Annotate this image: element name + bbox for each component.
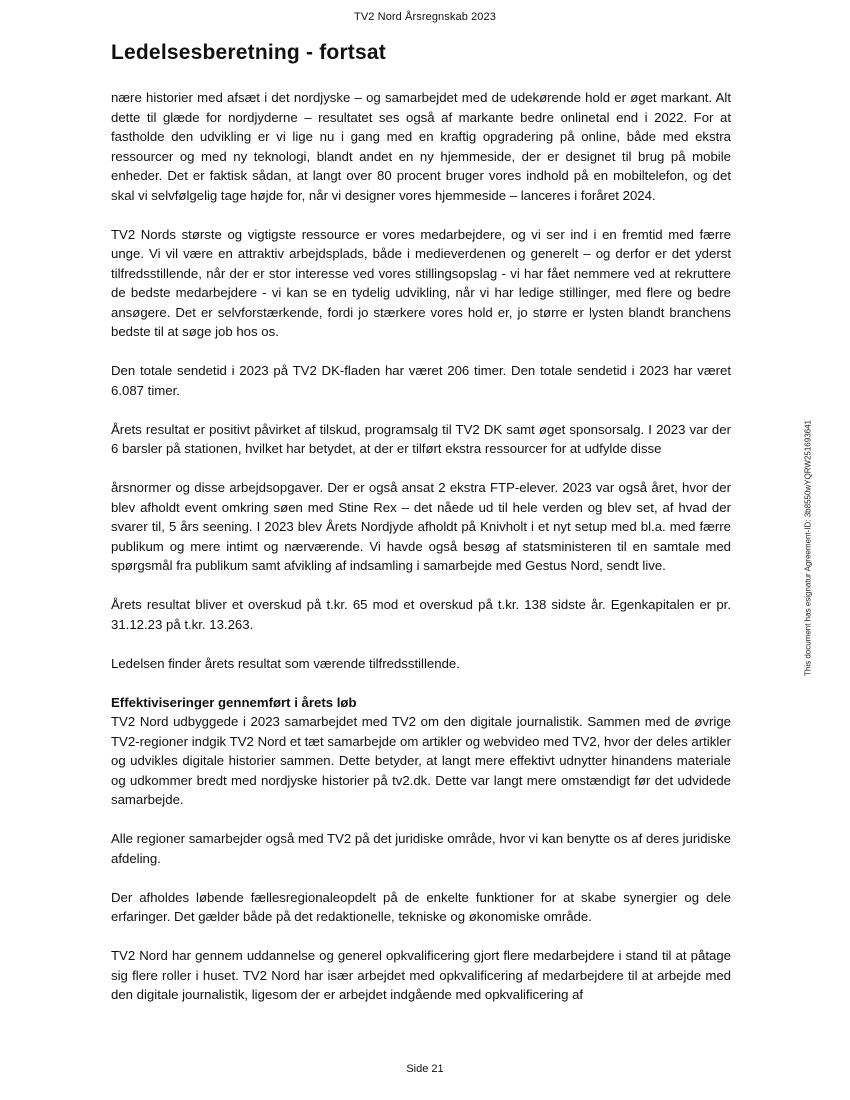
running-header: TV2 Nord Årsregnskab 2023 <box>354 11 496 23</box>
body-paragraph: Årets resultat bliver et overskud på t.kr. 65 mod et overskud på t.kr. 138 sidste år. Egenkapitalen er pr. 31.12.23 på t.kr. 13.263. <box>111 597 731 632</box>
section-paragraph: Der afholdes løbende fællesregionaleopdelt på de enkelte funktioner for at skabe synergier og dele erfaringer. Det gælder både på det redaktionelle, tekniske og økonomiske område. <box>111 889 731 924</box>
section-heading: Effektiviseringer gennemført i årets løb <box>111 694 357 710</box>
section-paragraph: TV2 Nord udbyggede i 2023 samarbejdet med TV2 om den digitale journalistik. Sammen med de øvrige TV2-regioner indgik TV2 Nord et tæt samarbejde om artikler og webvideo med TV2, hvor der deles artikler og udvikles digitale historier sammen. Dette betyder, at langt mere effektivt udnytter hinandens materiale og udkommer bredt med nordjyske historier på tv2.dk. Dette var langt mere omstændigt før det udvidede samarbejde. <box>111 714 731 807</box>
document-body <box>111 88 731 1005</box>
page-title: Ledelsesberetning - fortsat <box>111 41 386 64</box>
section-paragraph: Alle regioner samarbejder også med TV2 på det juridiske område, hvor vi kan benytte os af deres juridiske afdeling. <box>111 831 731 866</box>
section-paragraph: TV2 Nord har gennem uddannelse og generel opkvalificering gjort flere medarbejdere i stand til at påtage sig flere roller i huset. TV2 Nord har især arbejdet med opkvalificering af medarbejdere til at arbejde med den digitale journalistik, ligesom der er arbejdet indgående med opkvalificering af <box>111 948 731 1002</box>
body-paragraph: TV2 Nords største og vigtigste ressource er vores medarbejdere, og vi ser ind i en fremtid med færre unge. Vi vil være en attraktiv arbejdsplads, både i medieverdenen og generelt – og derfor er det yderst tilfredsstillende, når der er stor interesse ved vores stillingsopslag - vi har fået nemmere ved at rekruttere de bedste medarbejdere - vi kan se en tydelig udvikling, når vi har ledige stillinger, med flere og bedre ansøgere. Det er selvforstærkende, fordi jo stærkere vores hold er, jo større er lysten blandt branchens bedste til at søge job hos os. <box>111 226 731 339</box>
body-paragraph: Den totale sendetid i 2023 på TV2 DK-fladen har været 206 timer. Den totale sendetid i 2023 har været 6.087 timer. <box>111 363 731 398</box>
esignature-text: This document has esignatur Agreement-ID: 3b8550wYQRW251693641 <box>803 419 813 677</box>
body-paragraph: Årets resultat er positivt påvirket af tilskud, programsalg til TV2 DK samt øget sponsorsalg. I 2023 var der 6 barsler på stationen, hvilket har betydet, at der er tilført ekstra ressourcer for at udfylde disse <box>111 421 731 456</box>
body-paragraph: nære historier med afsæt i det nordjyske – og samarbejdet med de udekørende hold er øget markant. Alt dette til glæde for nordjyderne – resultatet ses også af markante bedre onlinetal end i 2022. For at fastholde den udvikling er vi lige nu i gang med en kraftig opgradering på online, både med ekstra ressourcer og med ny teknologi, blandt andet en ny hjemmeside, der er designet til brug på mobile enheder. Det er faktisk sådan, at langt over 80 procent bruger vores indhold på en mobiltelefon, og det skal vi selvfølgelig tage højde for, når vi designer vores hjemmeside – lanceres i foråret 2024. <box>111 90 731 203</box>
body-paragraph: årsnormer og disse arbejdsopgaver. Der er også ansat 2 ekstra FTP-elever. 2023 var også året, hvor der blev afholdt event omkring søen med Stine Rex – det nåede ud til hele verden og blev set, af hvad der svarer til, 5 års seening. I 2023 blev Årets Nordjyde afholdt på Knivholt i et nyt setup med bl.a. med færre publikum og mere intimt og nærværende. Vi havde også besøg af statsministeren til en samtale med spørgsmål fra publikum samt afvikling af indsamling i samarbejde med Gestus Nord, sendt live. <box>111 480 731 573</box>
page-number: Side 21 <box>406 1063 444 1075</box>
body-paragraph: Ledelsen finder årets resultat som værende tilfredsstillende. <box>111 655 460 671</box>
